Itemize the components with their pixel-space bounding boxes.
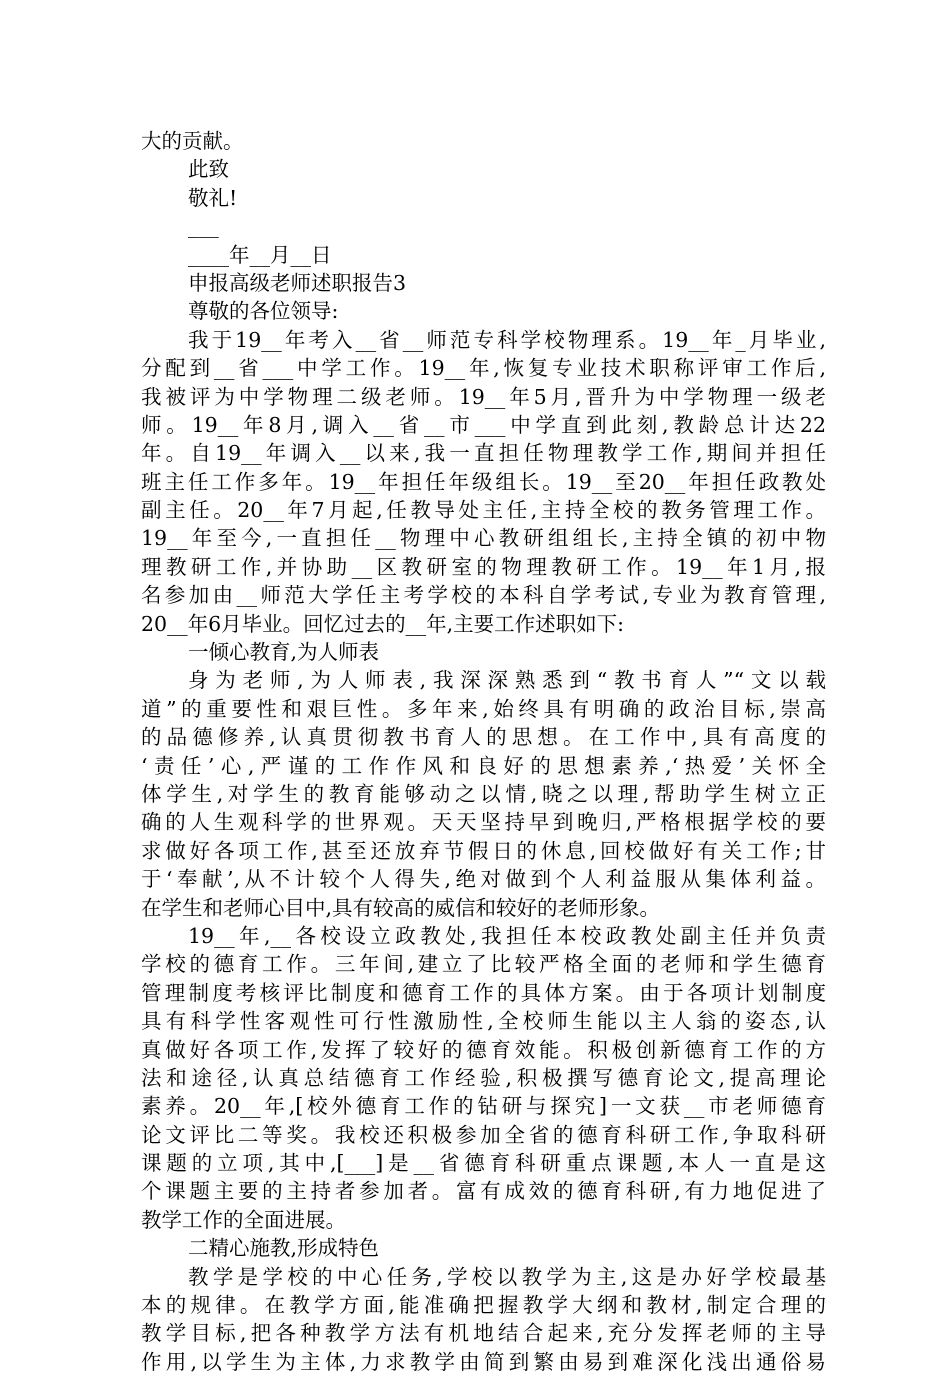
text-line: ___: [188, 214, 219, 239]
text-line: 课题的立项,其中,[___]是__省德育科研重点课题,本人一直是这: [141, 1151, 826, 1176]
text-line: 师。19__年8月,调入__省__市___中学直到此刻,教龄总计达22: [141, 412, 826, 437]
text-line: 班主任工作多年。19__年担任年级组长。19__至20__年担任政教处: [141, 469, 826, 494]
text-line: ‘责任’心,严谨的工作作风和良好的思想素养,‘热爱’关怀全: [141, 753, 826, 778]
text-line: 敬礼!: [188, 185, 238, 210]
text-line: 教学是学校的中心任务,学校以教学为主,这是办好学校最基: [188, 1264, 826, 1289]
text-line: 分配到__省___中学工作。19__年,恢复专业技术职称评审工作后,: [141, 356, 826, 381]
text-line: 理教研工作,并协助__区教研室的物理教研工作。19__年1月,报: [141, 554, 826, 579]
text-line: ____年__月__日: [188, 242, 332, 267]
text-line: 体学生,对学生的教育能够动之以情,晓之以理,帮助学生树立正: [141, 781, 826, 806]
text-line: 具有科学性客观性可行性激励性,全校师生能以主人翁的姿态,认: [141, 1009, 826, 1034]
text-line: 论文评比二等奖。我校还积极参加全省的德育科研工作,争取科研: [141, 1122, 826, 1147]
text-line: 管理制度考核评比制度和德育工作的具体方案。由于各项计划制度: [141, 980, 826, 1005]
text-line: 真做好各项工作,发挥了较好的德育效能。积极创新德育工作的方: [141, 1037, 826, 1062]
text-line: 确的人生观科学的世界观。天天坚持早到晚归,严格根据学校的要: [141, 810, 826, 835]
text-line: 教学工作的全面进展。: [141, 1207, 346, 1232]
text-line: 20__年6月毕业。回忆过去的__年,主要工作述职如下:: [141, 611, 625, 636]
text-line: 的品德修养,认真贯彻教书育人的思想。在工作中,具有高度的: [141, 725, 826, 750]
text-line: 副主任。20__年7月起,任教导处主任,主持全校的教务管理工作。: [141, 498, 826, 523]
text-line: 此致: [188, 157, 229, 182]
text-line: 申报高级老师述职报告3: [188, 270, 407, 295]
text-line: 道”的重要性和艰巨性。多年来,始终具有明确的政治目标,崇高: [141, 696, 826, 721]
text-line: 尊敬的各位领导:: [188, 299, 339, 324]
text-line: 二精心施教,形成特色: [188, 1236, 380, 1261]
text-line: 19__年至今,一直担任__物理中心教研组组长,主持全镇的初中物: [141, 526, 826, 551]
text-line: 身为老师,为人师表,我深深熟悉到“教书育人”“文以载: [188, 668, 826, 693]
text-line: 法和途径,认真总结德育工作经验,积极撰写德育论文,提高理论: [141, 1065, 826, 1090]
document-body: [141, 127, 826, 1376]
text-line: 19__年,__各校设立政教处,我担任本校政教处副主任并负责: [188, 923, 826, 948]
text-line: 个课题主要的主持者参加者。富有成效的德育科研,有力地促进了: [141, 1179, 826, 1204]
text-line: 名参加由__师范大学任主考学校的本科自学考试,专业为教育管理,: [141, 583, 826, 608]
text-line: 大的贡献。: [141, 129, 244, 153]
text-line: 我于19__年考入__省__师范专科学校物理系。19__年_月毕业,: [188, 327, 826, 352]
text-line: 我被评为中学物理二级老师。19__年5月,晋升为中学物理一级老: [141, 384, 826, 409]
text-line: 素养。20__年,[校外德育工作的钻研与探究]一文获__市老师德育: [141, 1094, 826, 1119]
text-line: 本的规律。在教学方面,能准确把握教学大纲和教材,制定合理的: [141, 1293, 826, 1318]
text-line: 作用,以学生为主体,力求教学由简到繁由易到难深化浅出通俗易: [141, 1349, 826, 1374]
text-line: 求做好各项工作,甚至还放弃节假日的休息,回校做好有关工作;甘: [141, 838, 826, 863]
text-line: 一倾心教育,为人师表: [188, 640, 380, 665]
text-line: 在学生和老师心目中,具有较高的威信和较好的老师形象。: [141, 895, 661, 920]
text-line: 于‘奉献’,从不计较个人得失,绝对做到个人利益服从集体利益。: [141, 867, 826, 892]
text-line: 学校的德育工作。三年间,建立了比较严格全面的老师和学生德育: [141, 952, 826, 977]
text-line: 年。自19__年调入__以来,我一直担任物理教学工作,期间并担任: [141, 441, 826, 466]
text-line: 教学目标,把各种教学方法有机地结合起来,充分发挥老师的主导: [141, 1321, 826, 1346]
